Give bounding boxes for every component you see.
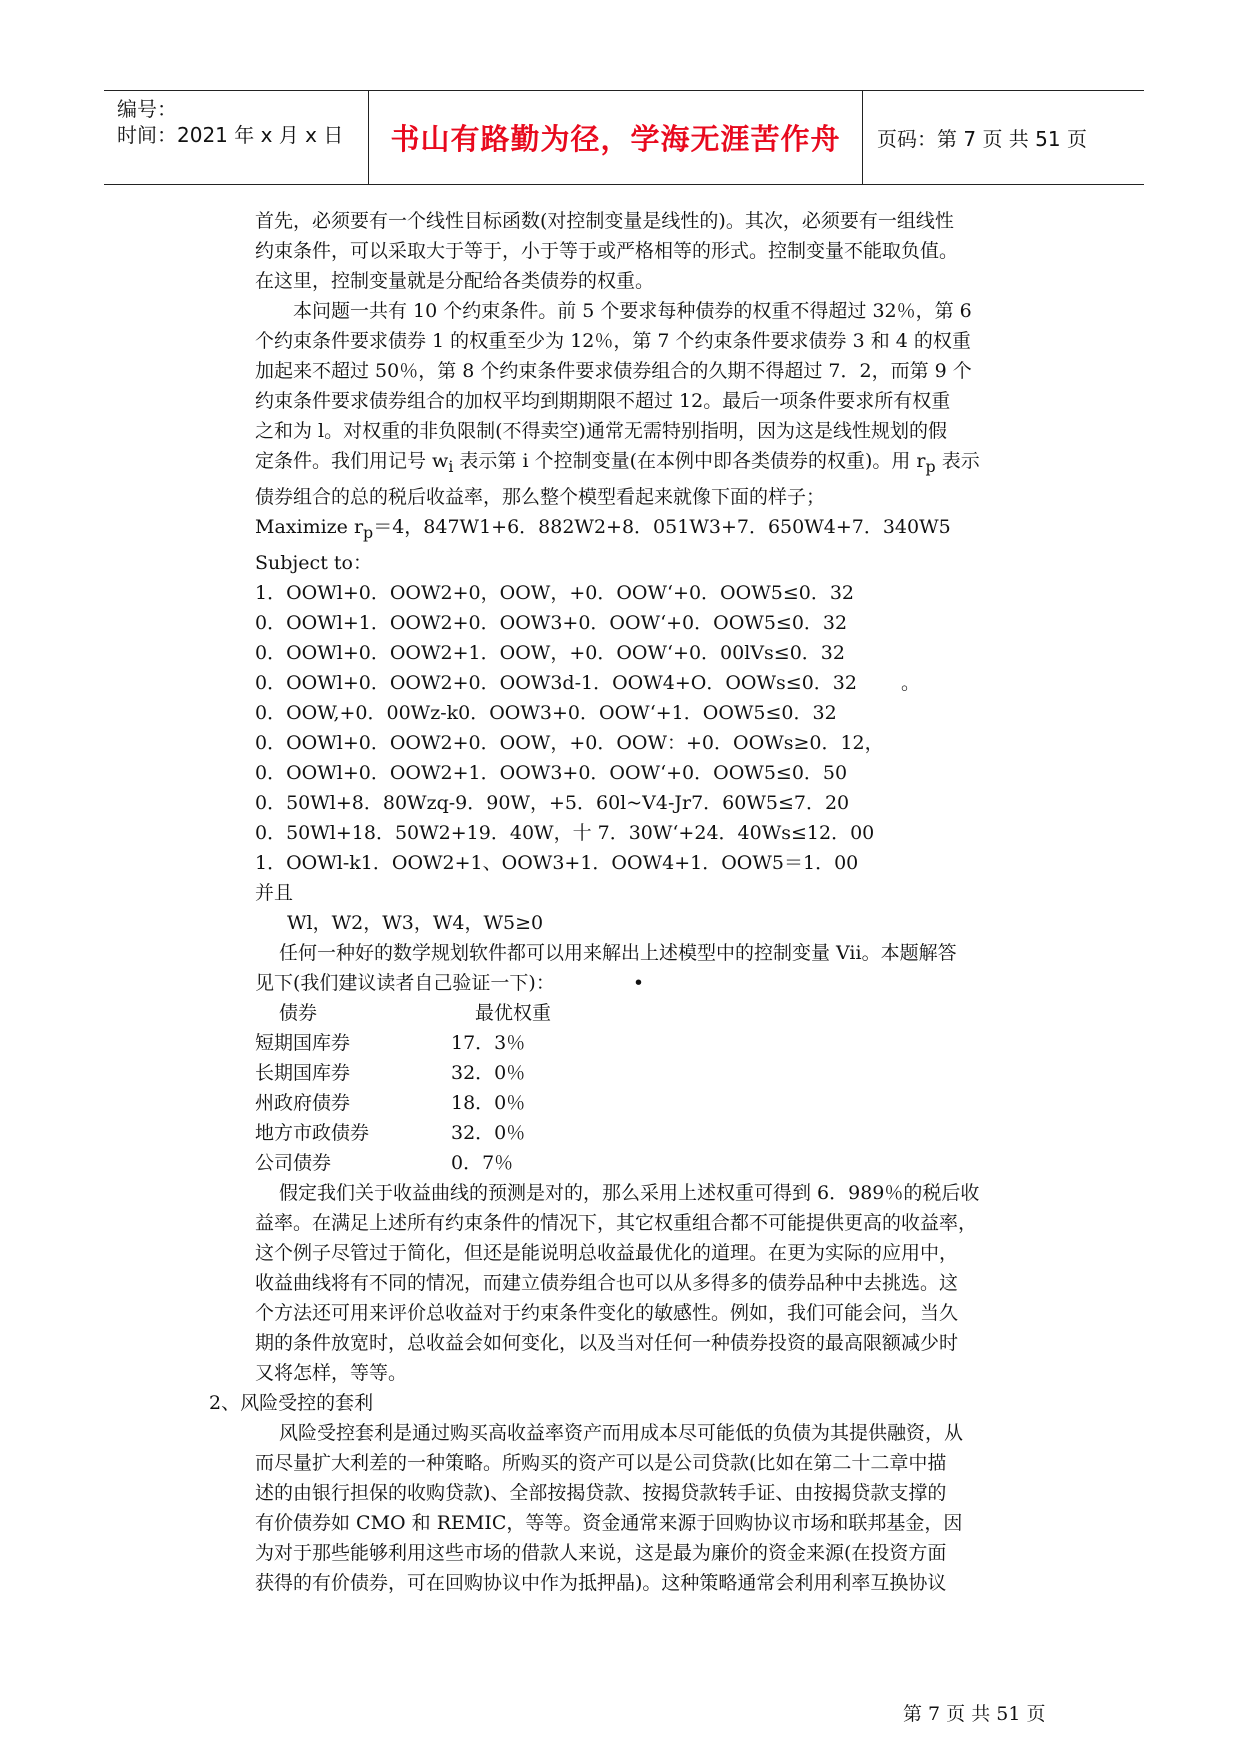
text-segment: 见下(我们建议读者自己验证一下)：: [255, 971, 555, 994]
motto-text: 书山有路勤为径，学海无涯苦作舟: [390, 122, 841, 156]
header-info-cell: [104, 91, 369, 184]
bond-name: 地方市政债券: [255, 1121, 370, 1144]
section-heading: 2、风险受控的套利: [209, 1391, 374, 1414]
header-motto-cell: [369, 91, 863, 184]
subscript: p: [925, 456, 936, 476]
text-line: 益率。在满足上述所有约束条件的情况下，其它权重组合都不可能提供更高的收益率，: [255, 1211, 978, 1234]
text-segment: Maximize r: [255, 515, 364, 538]
bond-weight: 32．0％: [451, 1061, 526, 1084]
constraint-line: [255, 668, 1065, 698]
constraint-line: 0．OOWl+0．OOW2+0．OOW，+0．OOW：+0．OOWs≥0．12，: [255, 731, 884, 754]
subscript: i: [448, 456, 454, 476]
text-line: [255, 446, 1065, 482]
constraint-line: 0．50Wl+18．50W2+19．40W，十 7．30W‘+24．40Ws≤12．00: [255, 821, 875, 844]
table-row: [255, 1088, 1065, 1118]
bond-name: 州政府债券: [255, 1091, 351, 1114]
text-line: 任何一种好的数学规划软件都可以用来解出上述模型中的控制变量 Vii。本题解答: [279, 941, 957, 964]
text-segment: 定条件。我们用记号 w: [255, 450, 449, 472]
constraint-line: 0．OOWl+0．OOW2+1．OOW3+0．OOW‘+0．OOW5≤0．50: [255, 761, 848, 784]
page-header: [104, 90, 1144, 185]
constraint-line: 0．OOW,+0．00Wz-k0．OOW3+0．OOW‘+1．OOW5≤0．32: [255, 701, 837, 724]
objective-function: [255, 512, 1065, 548]
text-line: 而尽量扩大利差的一种策略。所购买的资产可以是公司贷款(比如在第二十二章中描: [255, 1451, 947, 1474]
text-line: 假定我们关于收益曲线的预测是对的，那么采用上述权重可得到 6．989％的税后收: [279, 1181, 980, 1204]
text-line: 加起来不超过 50％，第 8 个约束条件要求债券组合的久期不得超过 7．2，而第 9 个: [255, 360, 972, 382]
bond-name: 长期国库券: [255, 1061, 351, 1084]
text-segment: 表示: [935, 450, 980, 472]
text-segment: 0．OOWl+0．OOW2+0．OOW3d-1．OOW4+O．OOWs≤0．32: [255, 671, 857, 694]
text-line: 述的由银行担保的收购贷款)、全部按揭贷款、按揭贷款转手证、由按揭贷款支撑的: [255, 1481, 947, 1504]
table-header-bond: 债券: [279, 1001, 318, 1024]
stray-mark: •: [632, 971, 645, 994]
subscript: p: [363, 522, 374, 542]
bond-weight: 0．7％: [451, 1151, 514, 1174]
text-line: 这个例子尽管过于简化，但还是能说明总收益最优化的道理。在更为实际的应用中，: [255, 1241, 959, 1264]
table-header-row: [255, 998, 1065, 1028]
text-line: 风险受控套利是通过购买高收益率资产而用成本尽可能低的负债为其提供融资，从: [279, 1421, 964, 1444]
bond-weight: 18．0％: [451, 1091, 526, 1114]
page-footer: 第 7 页 共 51 页: [903, 1703, 1046, 1725]
and-label: 并且: [255, 881, 294, 904]
text-line: 在这里，控制变量就是分配给各类债券的权重。: [255, 270, 655, 292]
text-line: 债券组合的总的税后收益率，那么整个模型看起来就像下面的样子；: [255, 485, 826, 508]
text-segment: ＝4，847W1+6．882W2+8．051W3+7．650W4+7．340W5: [373, 515, 951, 538]
text-line: 有价债券如 CMO 和 REMIC，等等。资金通常来源于回购协议市场和联邦基金，因: [255, 1511, 963, 1534]
table-row: [255, 1148, 1065, 1178]
bond-weight: 17．3％: [451, 1031, 526, 1054]
stray-mark: 。: [900, 671, 920, 694]
text-line: 收益曲线将有不同的情况，而建立债券组合也可以从多得多的债券品种中去挑选。这: [255, 1271, 959, 1294]
table-row: [255, 1028, 1065, 1058]
text-line: 个方法还可用来评价总收益对于约束条件变化的敏感性。例如，我们可能会问，当久: [255, 1301, 959, 1324]
bond-name: 短期国库券: [255, 1031, 351, 1054]
text-line: 首先，必须要有一个线性目标函数(对控制变量是线性的)。其次，必须要有一组线性: [255, 210, 954, 232]
text-line: [255, 968, 1065, 998]
text-line: 本问题一共有 10 个约束条件。前 5 个要求每种债券的权重不得超过 32％，第 6: [293, 300, 972, 322]
bond-weight: 32．0％: [451, 1121, 526, 1144]
table-row: [255, 1118, 1065, 1148]
text-line: 为对于那些能够利用这些市场的借款人来说，这是最为廉价的资金来源(在投资方面: [255, 1541, 947, 1564]
nonnegativity-constraint: Wl，W2，W3，W4，W5≥0: [287, 911, 544, 934]
text-line: 约束条件要求债券组合的加权平均到期期限不超过 12。最后一项条件要求所有权重: [255, 390, 951, 412]
text-line: 获得的有价债券，可在回购协议中作为抵押晶)。这种策略通常会利用利率互换协议: [255, 1571, 947, 1594]
constraint-line: 0．OOWl+1．OOW2+0．OOW3+0．OOW‘+0．OOW5≤0．32: [255, 611, 848, 634]
document-time-label: 时间：2021 年 x 月 x 日: [117, 123, 344, 147]
text-line: 约束条件，可以采取大于等于，小于等于或严格相等的形式。控制变量不能取负值。: [255, 240, 959, 262]
constraint-line: 1．OOWl-k1．OOW2+1、OOW3+1．OOW4+1．OOW5＝1．00: [255, 851, 859, 874]
text-line: 期的条件放宽时，总收益会如何变化，以及当对任何一种债券投资的最高限额减少时: [255, 1331, 959, 1354]
table-header-weight: 最优权重: [475, 1001, 552, 1024]
text-line: 个约束条件要求债券 1 的权重至少为 12％，第 7 个约束条件要求债券 3 和 4 的权重: [255, 330, 971, 352]
constraint-line: 0．OOWl+0．OOW2+1．OOW，+0．OOW‘+0．00lVs≤0．32: [255, 641, 845, 664]
text-segment: 表示第 i 个控制变量(在本例中即各类债券的权重)。用 r: [453, 450, 926, 472]
constraint-line: 0．50Wl+8．80Wzq-9．90W，+5．60l~V4-Jr7．60W5≤7．20: [255, 791, 850, 814]
text-line: 又将怎样，等等。: [255, 1361, 408, 1384]
text-line: 之和为 l。对权重的非负限制(不得卖空)通常无需特别指明，因为这是线性规划的假: [255, 420, 947, 442]
header-page-cell: [863, 91, 1143, 184]
header-page-number: 页码：第 7 页 共 51 页: [877, 127, 1087, 151]
document-number-label: 编号：: [117, 97, 177, 121]
constraint-line: 1．OOWl+0．OOW2+0，OOW，+0．OOW‘+0．OOW5≤0．32: [255, 581, 855, 604]
table-row: [255, 1058, 1065, 1088]
document-body: [209, 206, 1065, 1598]
bond-name: 公司债券: [255, 1151, 332, 1174]
subject-to-label: Subject to：: [255, 551, 372, 574]
